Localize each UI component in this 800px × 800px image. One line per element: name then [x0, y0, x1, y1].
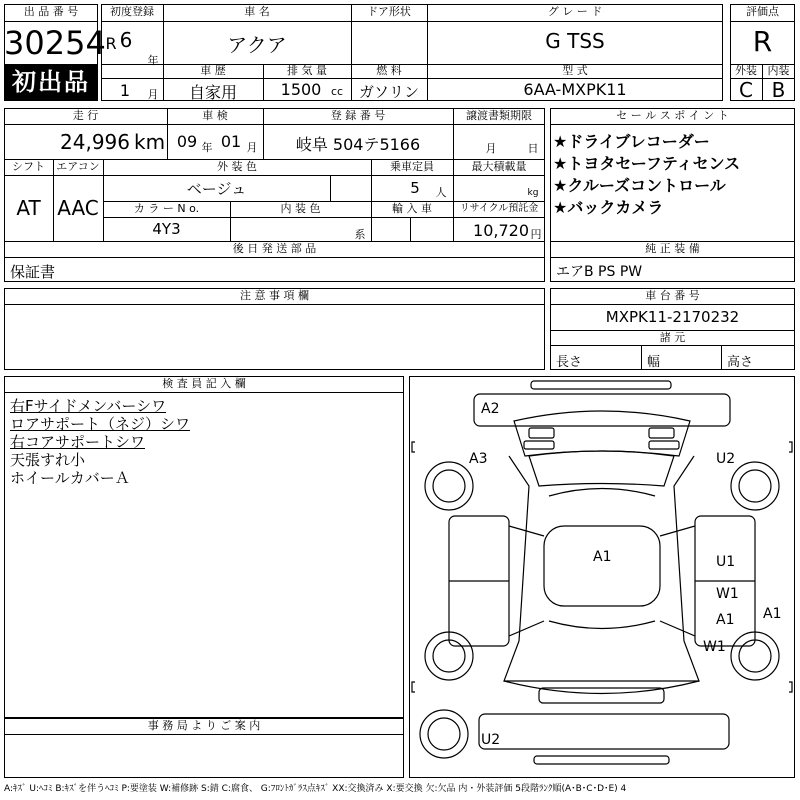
specs-label: 諸 元 [659, 331, 686, 344]
displacement-unit: cc [330, 85, 344, 98]
registration-number: 岐阜 504テ5166 [295, 135, 421, 154]
score-label: 評価点 [746, 5, 779, 18]
lot-number: 30254 [4, 24, 106, 62]
capacity: 5 [410, 179, 420, 197]
genuine-equipment: エアB PS PW [556, 264, 643, 280]
mileage-unit: km [134, 130, 166, 154]
year-unit: 年 [147, 54, 159, 67]
inspection-month-unit: 月 [246, 141, 258, 154]
inspector-note-2: ロアサポート（ネジ）シワ [10, 415, 191, 433]
interior-color-label: 内 装 色 [280, 202, 321, 215]
registration-number-label: 登 録 番 号 [330, 109, 386, 122]
chassis-number: MXPK11-2170232 [605, 308, 740, 326]
first-registration-label: 初度登録 [110, 5, 154, 18]
later-parts-label: 後 日 発 送 部 品 [232, 242, 317, 255]
damage-mark-u2-rear: U2 [481, 732, 501, 748]
mileage-label: 走 行 [72, 109, 99, 122]
displacement-label: 排 気 量 [287, 64, 327, 77]
history-label: 車 歴 [200, 64, 226, 77]
aircon-label: エアコン [56, 160, 100, 173]
sales-point-4: ★バックカメラ [553, 198, 664, 217]
door-label: ドア形状 [367, 5, 411, 18]
inspection-year-unit: 年 [201, 141, 213, 154]
damage-mark-w1-lower: W1 [703, 639, 726, 655]
first-registration-year: 6 [119, 28, 133, 52]
damage-mark-a1-right: A1 [763, 606, 782, 622]
inspection-month: 01 [220, 132, 242, 151]
sales-point-3: ★クルーズコントロール [553, 176, 726, 195]
damage-mark-a2: A2 [481, 401, 500, 417]
damage-mark-a1-right-door: A1 [716, 612, 735, 628]
model: 6AA-MXPK11 [523, 80, 627, 99]
length-label: 長さ [556, 355, 583, 370]
import-label: 輸 入 車 [392, 202, 432, 215]
displacement: 1500 [280, 80, 322, 99]
first-listing-text: 初出品 [12, 68, 90, 96]
color-number: 4Y3 [152, 220, 181, 238]
month-unit: 月 [147, 88, 159, 101]
chassis-number-label: 車 台 番 号 [645, 289, 700, 302]
width-label: 幅 [647, 355, 661, 370]
history: 自家用 [188, 83, 237, 102]
score: R [752, 25, 773, 58]
interior-score: B [771, 78, 786, 102]
height-label: 高さ [727, 355, 754, 370]
damage-mark-w1-upper: W1 [716, 586, 739, 602]
exterior-color-label: 外 装 色 [217, 160, 257, 173]
shift-label: シフト [12, 160, 45, 173]
era: R [105, 34, 117, 53]
damage-mark-u2-front: U2 [716, 451, 736, 467]
inspection-label: 車 検 [202, 109, 228, 122]
capacity-label: 乗車定員 [390, 160, 434, 173]
transfer-deadline-label: 譲渡書類期限 [466, 109, 532, 122]
color-number-label: カ ラ ー N o. [133, 202, 200, 215]
transfer-day-unit: 日 [527, 142, 539, 155]
fuel: ガソリン [358, 83, 419, 101]
inspector-note-5: ホイールカバーＡ [10, 469, 130, 487]
sales-point-2: ★トヨタセーフティセンス [553, 154, 741, 173]
genuine-equipment-label: 純 正 装 備 [645, 242, 700, 255]
car-name-label: 車 名 [244, 5, 270, 18]
recycle-unit: 円 [530, 228, 542, 241]
exterior-score: C [739, 78, 753, 102]
sales-point-1: ★ドライブレコーダー [553, 132, 710, 151]
exterior-label: 外装 [735, 64, 757, 77]
inspector-note-4: 天張すれ小 [10, 451, 86, 469]
aircon: AAC [57, 196, 99, 220]
damage-mark-u1: U1 [716, 554, 736, 570]
grade: G TSS [545, 29, 605, 53]
office-notice-label: 事 務 局 よ り ご 案 内 [147, 719, 261, 732]
grade-label: グ レ ー ド [547, 5, 603, 18]
notes-label: 注 意 事 項 欄 [240, 289, 309, 302]
lot-number-label: 出 品 番 号 [23, 5, 79, 18]
load-unit: kg [527, 188, 539, 198]
first-registration-month: 1 [119, 81, 131, 100]
later-parts-box [4, 241, 545, 282]
damage-mark-a3: A3 [469, 451, 488, 467]
inspection-year: 09 [176, 132, 198, 151]
transfer-month-unit: 月 [485, 142, 497, 155]
inspector-note-3: 右コアサポートシワ [10, 433, 146, 451]
mileage: 24,996 [60, 130, 130, 154]
sales-points-label: セ ー ル ス ポ イ ン ト [616, 109, 729, 122]
model-label: 型 式 [562, 64, 588, 77]
fuel-label: 燃 料 [376, 64, 402, 77]
interior-color-unit: 系 [354, 228, 366, 241]
legend-footer: A:ｷｽﾞ U:ﾍｺﾐ B:ｷｽﾞを伴うﾍｺﾐ P:要塗装 W:補修跡 S:錆 C:腐食、 G:ﾌﾛﾝﾄｶﾞﾗｽ点ｷｽﾞ XX:交換済み X:要交換 欠:欠品 内・外装評価 5段階ﾗﾝｸ順(A･B･C･D･E) 4 [4, 784, 627, 794]
capacity-unit: 人 [435, 186, 447, 199]
shift: AT [16, 196, 41, 220]
recycle-fee: 10,720 [473, 221, 529, 240]
car-name: アクア [227, 33, 287, 57]
interior-label: 内装 [767, 64, 790, 77]
damage-mark-a1-center: A1 [593, 549, 612, 565]
inspector-note-1: 右Fサイドメンバーシワ [10, 397, 167, 415]
exterior-color: ベージュ [186, 180, 247, 198]
car-diagram [409, 376, 795, 778]
inspector-notes-label: 検 査 員 記 入 欄 [162, 377, 246, 390]
later-parts: 保証書 [10, 263, 56, 281]
max-load-label: 最大積載量 [471, 160, 527, 173]
recycle-label: リサイクル預託金 [459, 203, 539, 214]
